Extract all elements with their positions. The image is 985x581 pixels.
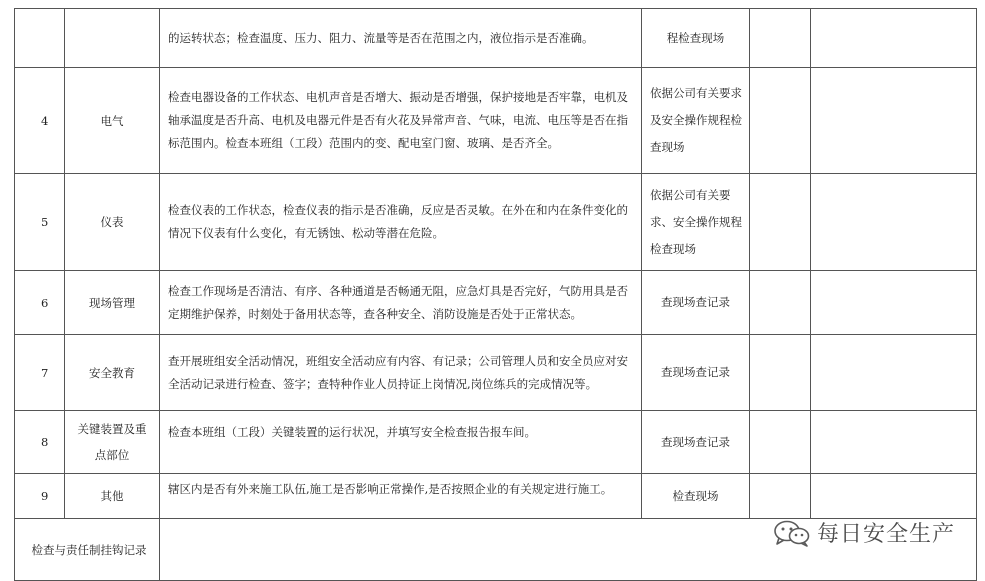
watermark-text: 每日安全生产 — [816, 522, 955, 547]
row-number — [15, 9, 65, 68]
check-basis — [642, 474, 750, 519]
check-content: 检查本班组（工段）关键装置的运行状况，并填写安全检查报告报车间。 — [160, 411, 642, 474]
check-content: 辖区内是否有外来施工队伍,施工是否影响正常操作,是否按照企业的有关规定进行施工。 — [160, 474, 642, 519]
table-row — [15, 174, 977, 271]
check-basis — [642, 335, 750, 411]
table-row — [15, 474, 977, 519]
row-number: 6 — [15, 271, 65, 335]
table-row — [15, 411, 977, 474]
remark-cell — [811, 474, 977, 519]
row-number: 4 — [15, 68, 65, 174]
check-basis-text: 依据公司有关要求、安全操作规程检查现场 — [650, 187, 742, 256]
check-item: 仪表 — [65, 174, 160, 271]
check-basis — [642, 411, 750, 474]
remark-cell — [811, 9, 977, 68]
table-row — [15, 335, 977, 411]
check-basis-text: 程检查现场 — [666, 30, 725, 45]
check-basis — [642, 9, 750, 68]
check-basis-text: 查现场查记录 — [661, 365, 730, 379]
remark-cell — [811, 335, 977, 411]
table-row — [15, 9, 977, 68]
footer-label: 检查与责任制挂钩记录 — [15, 519, 160, 581]
check-basis — [642, 174, 750, 271]
watermark — [773, 517, 955, 548]
check-content: 检查工作现场是否清洁、有序、各种通道是否畅通无阻，应急灯具是否完好，气防用具是否定期维护保养，时刻处于备用状态等，查各种安全、消防设施是否处于正常状态。 — [160, 271, 642, 335]
row-number: 9 — [15, 474, 65, 519]
result-cell — [750, 174, 811, 271]
table-row — [15, 271, 977, 335]
check-content: 查开展班组安全活动情况，班组安全活动应有内容、有记录；公司管理人员和安全员应对安全活动记录进行检查、签字；查特种作业人员持证上岗情况,岗位练兵的完成情况等。 — [160, 335, 642, 411]
check-basis — [642, 68, 750, 174]
check-basis-text: 依据公司有关要求及安全操作规程检查现场 — [650, 86, 742, 154]
wechat-icon — [773, 519, 811, 547]
table-row — [15, 68, 977, 174]
check-basis — [642, 271, 750, 335]
remark-cell — [811, 411, 977, 474]
check-item — [65, 9, 160, 68]
check-item: 现场管理 — [65, 271, 160, 335]
check-item: 关键装置及重点部位 — [65, 411, 160, 474]
safety-check-table — [14, 8, 977, 581]
check-item: 安全教育 — [65, 335, 160, 411]
result-cell — [750, 474, 811, 519]
remark-cell — [811, 68, 977, 174]
result-cell — [750, 411, 811, 474]
check-content: 的运转状态；检查温度、压力、阻力、流量等是否在范围之内，液位指示是否准确。 — [160, 9, 642, 68]
result-cell — [750, 335, 811, 411]
row-number: 8 — [15, 411, 65, 474]
check-basis-text: 查现场查记录 — [661, 295, 730, 309]
check-item: 电气 — [65, 68, 160, 174]
check-content: 检查仪表的工作状态，检查仪表的指示是否准确，反应是否灵敏。在外在和内在条件变化的情况下仪表有什么变化，有无锈蚀、松动等潜在危险。 — [160, 174, 642, 271]
check-item: 其他 — [65, 474, 160, 519]
row-number: 5 — [15, 174, 65, 271]
remark-cell — [811, 174, 977, 271]
result-cell — [750, 9, 811, 68]
check-basis-text: 查现场查记录 — [661, 434, 730, 449]
row-number: 7 — [15, 335, 65, 411]
check-content: 检查电器设备的工作状态、电机声音是否增大、振动是否增强，保护接地是否牢靠，电机及轴承温度是否升高、电机及电器元件是否有火花及异常声音、气味，电流、电压等是否在指标范围内。检查本班组（工段）范围内的变、配电室门窗、玻璃、是否齐全。 — [160, 68, 642, 174]
result-cell — [750, 68, 811, 174]
check-basis-text: 检查现场 — [672, 488, 719, 503]
result-cell — [750, 271, 811, 335]
remark-cell — [811, 271, 977, 335]
